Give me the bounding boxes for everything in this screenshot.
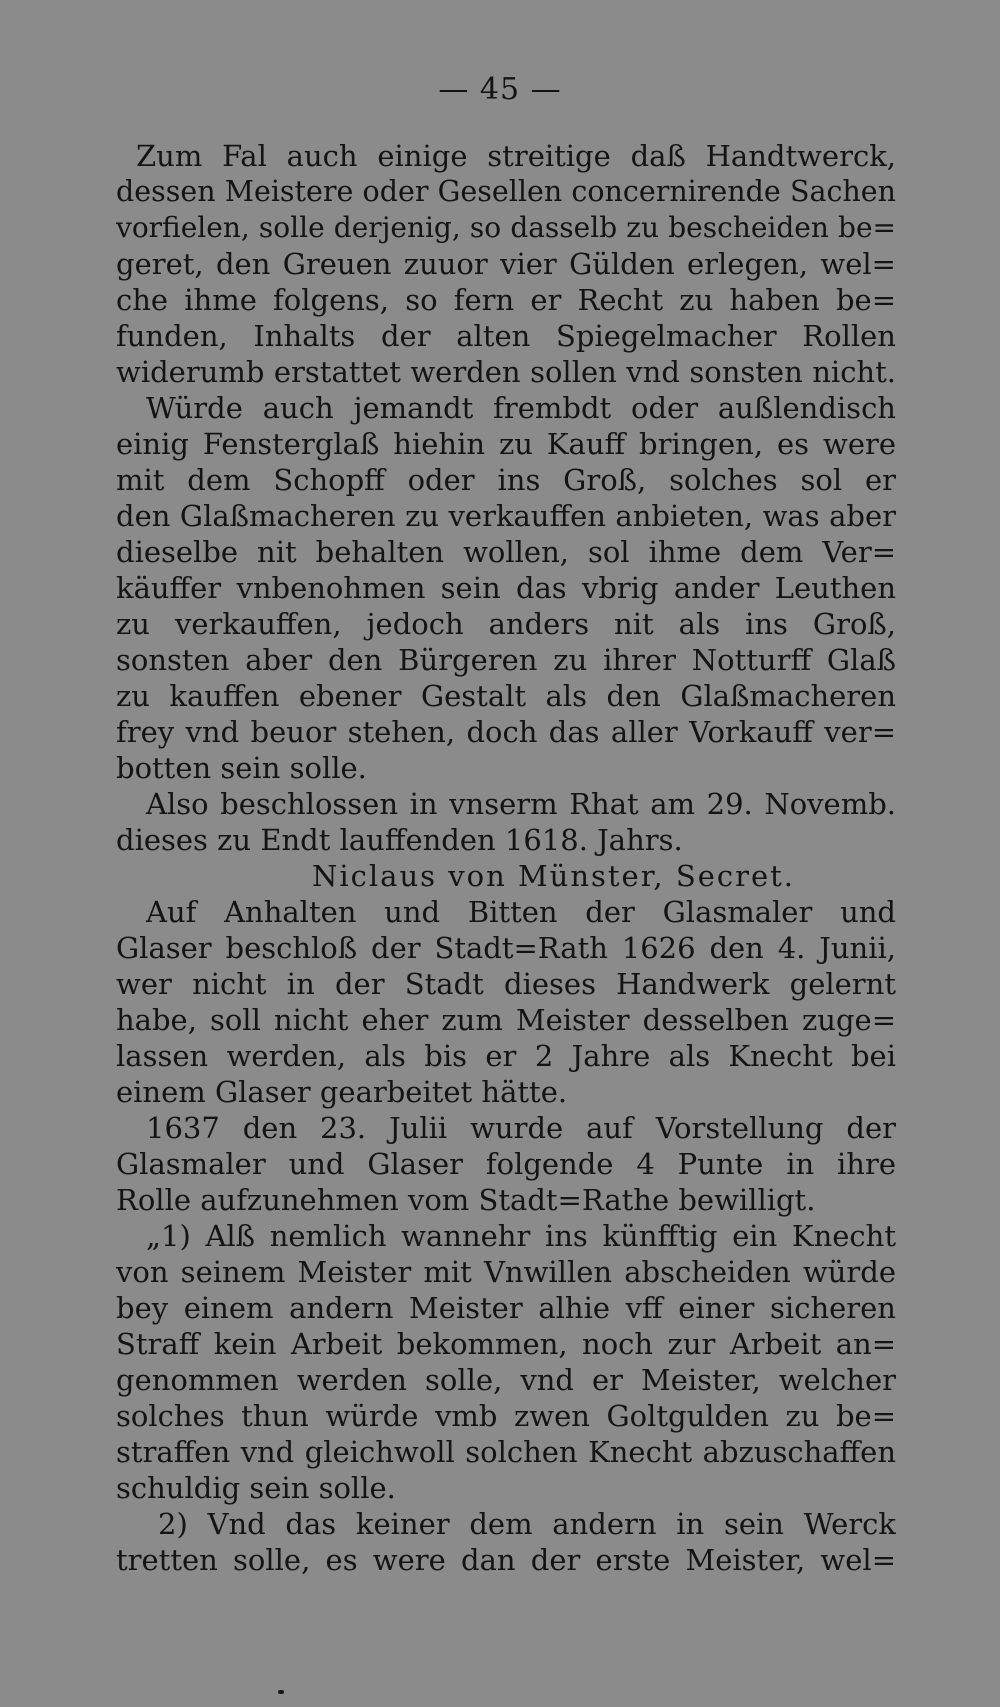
text-line: zu verkauffen, jedoch anders nit als ins Groß, [116, 607, 896, 641]
text-line: frey vnd beuor stehen, doch das aller Vorkauff ver= [116, 715, 896, 749]
text-line: tretten solle, es were dan der erste Meister, wel= [116, 1543, 896, 1577]
text-line: Glaser beschloß der Stadt=Rath 1626 den 4. Junii, [116, 931, 896, 965]
text-line: Würde auch jemandt frembdt oder außlendisch [146, 391, 896, 425]
text-line: straffen vnd gleichwoll solchen Knecht abzuschaffen [116, 1435, 896, 1469]
text-line: den Glaßmacheren zu verkauffen anbieten, was aber [116, 499, 896, 533]
text-line: botten sein solle. [116, 751, 367, 785]
text-line: genommen werden solle, vnd er Meister, welcher [116, 1363, 896, 1397]
text-line: einem Glaser gearbeitet hätte. [116, 1075, 568, 1109]
text-line: habe, soll nicht eher zum Meister desselben zuge= [116, 1003, 896, 1037]
text-line: sonsten aber den Bürgeren zu ihrer Notturff Glaß [116, 643, 896, 677]
text-line: dieselbe nit behalten wollen, sol ihme dem Ver= [116, 535, 896, 569]
text-line: käuffer vnbenohmen sein das vbrig ander Leuthen [116, 571, 896, 605]
text-line: bey einem andern Meister alhie vff einer sicheren [116, 1291, 896, 1325]
page-number: — 45 — [438, 72, 562, 107]
text-line: einig Fensterglaß hiehin zu Kauff bringen, es were [116, 427, 896, 461]
text-line: geret, den Greuen zuuor vier Gülden erlegen, wel= [116, 247, 896, 281]
text-line: Straff kein Arbeit bekommen, noch zur Arbeit an= [116, 1327, 896, 1361]
text-line: 1637 den 23. Julii wurde auf Vorstellung der [146, 1111, 896, 1145]
text-line: dieses zu Endt lauffenden 1618. Jahrs. [116, 823, 683, 857]
signature-line: Niclaus von Münster, Secret. [312, 859, 795, 893]
text-line: Rolle aufzunehmen vom Stadt=Rathe bewilligt. [116, 1183, 816, 1217]
text-line: wer nicht in der Stadt dieses Handwerk gelernt [116, 967, 896, 1001]
text-line: widerumb erstattet werden sollen vnd sonsten nicht. [116, 355, 896, 389]
text-line: 2) Vnd das keiner dem andern in sein Werck [158, 1507, 896, 1541]
text-line: mit dem Schopff oder ins Groß, solches sol er [116, 463, 896, 497]
text-line: von seinem Meister mit Vnwillen abscheiden würde [116, 1255, 896, 1289]
text-line: lassen werden, als bis er 2 Jahre als Knecht bei [116, 1039, 896, 1073]
text-line: „1) Alß nemlich wannehr ins künfftig ein Knecht [146, 1219, 896, 1253]
text-line: zu kauffen ebener Gestalt als den Glaßmacheren [116, 679, 896, 713]
text-line: vorfielen, solle derjenig, so dasselb zu bescheiden be= [116, 211, 896, 244]
print-speck [278, 1690, 284, 1694]
body-text [116, 138, 896, 1578]
text-line: solches thun würde vmb zwen Goltgulden zu be= [116, 1399, 896, 1433]
text-line: Auf Anhalten und Bitten der Glasmaler und [146, 895, 896, 929]
text-line: dessen Meistere oder Gesellen concernirende Sachen [116, 175, 896, 208]
text-line: funden, Inhalts der alten Spiegelmacher Rollen [116, 319, 896, 353]
text-line: che ihme folgens, so fern er Recht zu haben be= [116, 283, 896, 317]
text-line: Glasmaler und Glaser folgende 4 Punte in ihre [116, 1147, 896, 1181]
text-line: Also beschlossen in vnserm Rhat am 29. Novemb. [146, 787, 896, 821]
text-line: Zum Fal auch einige streitige daß Handtwerck, [136, 139, 896, 173]
text-line: schuldig sein solle. [116, 1471, 396, 1505]
